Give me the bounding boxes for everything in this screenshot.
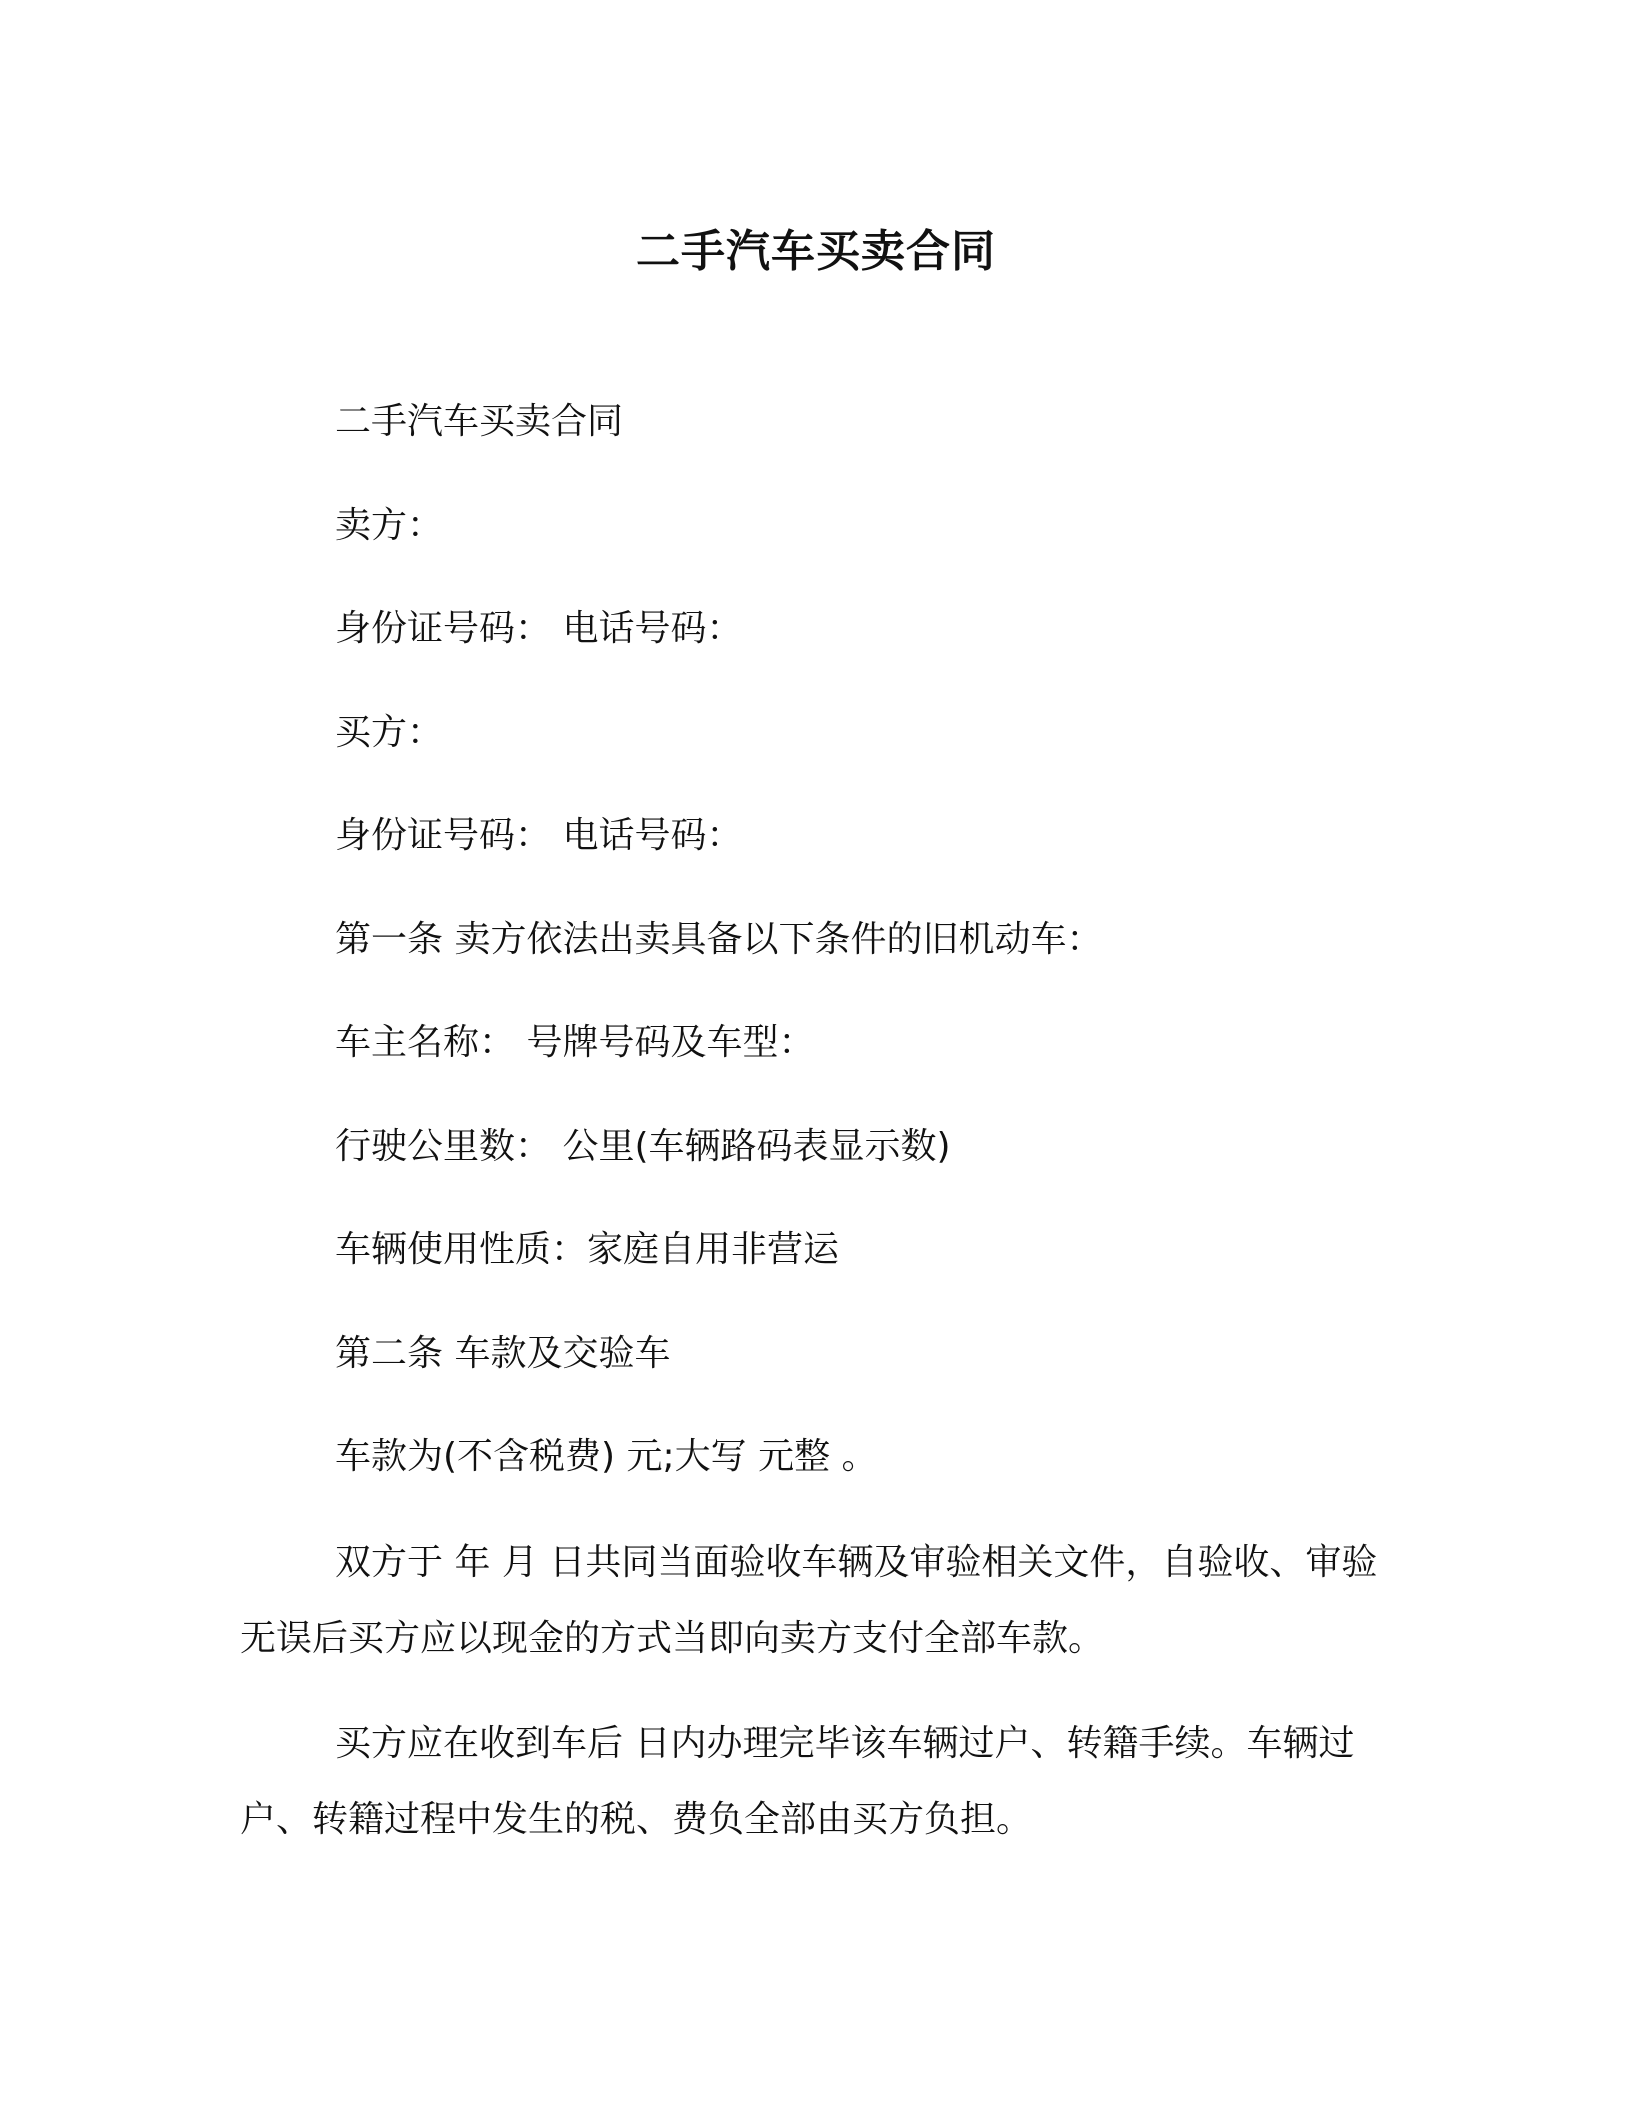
vehicle-usage-line: 车辆使用性质：家庭自用非营运 [335, 1229, 840, 1270]
price-line: 车款为(不含税费) 元;大写 元整 。 [335, 1436, 878, 1477]
contract-heading-line: 二手汽车买卖合同 [335, 401, 624, 442]
document-title: 二手汽车买卖合同 [636, 226, 996, 277]
transfer-paragraph: 买方应在收到车后 日内办理完毕该车辆过户、转籍手续。车辆过户、转籍过程中发生的税、费负全部由买方负担。 [240, 1723, 1355, 1840]
mileage-line: 行驶公里数： 公里(车辆路码表显示数) [335, 1126, 951, 1167]
owner-plate-line: 车主名称： 号牌号码及车型： [335, 1022, 815, 1063]
article-one-line: 第一条 卖方依法出卖具备以下条件的旧机动车： [335, 919, 1103, 960]
buyer-id-phone-line: 身份证号码： 电话号码： [335, 815, 743, 856]
seller-line: 卖方： [335, 505, 444, 546]
seller-id-phone-line: 身份证号码： 电话号码： [335, 608, 743, 649]
inspection-paragraph: 双方于 年 月 日共同当面验收车辆及审验相关文件，自验收、审验无误后买方应以现金的方式当即向卖方支付全部车款。 [240, 1542, 1378, 1659]
article-two-line: 第二条 车款及交验车 [335, 1333, 671, 1374]
buyer-line: 买方： [335, 712, 444, 753]
